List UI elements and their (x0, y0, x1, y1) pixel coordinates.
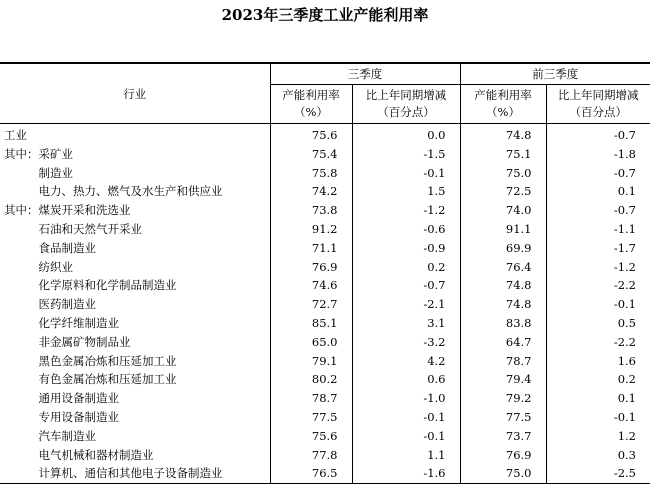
industry-name-cell: 纺织业 (4, 259, 73, 274)
table-row (0, 295, 650, 314)
ytd-change-cell: -1.8 (546, 145, 650, 164)
ytd-change-cell: 0.3 (546, 446, 650, 465)
q3-rate-cell: 76.9 (270, 258, 352, 277)
ytd-change-cell: -1.7 (546, 239, 650, 258)
ytd-change-cell: -2.2 (546, 276, 650, 295)
industry-column-header: 行业 (0, 63, 270, 124)
ytd-rate-cell: 79.4 (460, 370, 546, 389)
page-title: 2023年三季度工业产能利用率 (221, 6, 429, 24)
q3-change-cell: -1.5 (352, 145, 460, 164)
q3-rate-cell: 73.8 (270, 201, 352, 220)
ytd-rate-cell: 74.8 (460, 295, 546, 314)
ytd-rate-cell: 74.8 (460, 124, 546, 145)
ytd-change-cell: 0.2 (546, 370, 650, 389)
table-row (0, 427, 650, 446)
table-row (0, 182, 650, 201)
ytd-change-cell: 0.1 (546, 389, 650, 408)
ytd-change-cell: -0.7 (546, 164, 650, 183)
ytd-change-header (546, 85, 650, 124)
q3-change-cell: -0.1 (352, 408, 460, 427)
industry-name-cell: 化学纤维制造业 (4, 315, 119, 330)
industry-name-cell: 电力、热力、燃气及水生产和供应业 (4, 184, 223, 199)
rate-header-line1: 产能利用率 (282, 88, 340, 102)
table-row (0, 220, 650, 239)
table-header (0, 63, 650, 124)
rate-header-line1: 产能利用率 (474, 88, 532, 102)
ytd-rate-cell: 83.8 (460, 314, 546, 333)
q3-change-cell: -1.0 (352, 389, 460, 408)
q3-change-header (352, 85, 460, 124)
ytd-change-cell: -1.1 (546, 220, 650, 239)
q3-change-cell: -0.1 (352, 164, 460, 183)
q3-rate-cell: 72.7 (270, 295, 352, 314)
q3-rate-header (270, 85, 352, 124)
q3-change-cell: -0.1 (352, 427, 460, 446)
q3-rate-cell: 77.8 (270, 446, 352, 465)
industry-name-cell: 电气机械和器材制造业 (4, 447, 154, 462)
ytd-change-cell: -0.1 (546, 295, 650, 314)
q3-change-cell: -1.6 (352, 464, 460, 483)
ytd-change-cell: 1.2 (546, 427, 650, 446)
table-row (0, 314, 650, 333)
q3-change-cell: -0.6 (352, 220, 460, 239)
q3-rate-cell: 74.2 (270, 182, 352, 201)
table-row (0, 464, 650, 483)
industry-name-cell: 食品制造业 (4, 240, 96, 255)
table-row (0, 408, 650, 427)
table-row (0, 370, 650, 389)
q3-rate-cell: 75.8 (270, 164, 352, 183)
q3-change-cell: -3.2 (352, 333, 460, 352)
q3-rate-cell: 71.1 (270, 239, 352, 258)
change-header-line2: （百分点） (569, 105, 627, 119)
q3-group-header: 三季度 (270, 63, 460, 85)
change-header-line1: 比上年同期增减 (558, 88, 639, 102)
q3-rate-cell: 85.1 (270, 314, 352, 333)
ytd-rate-cell: 64.7 (460, 333, 546, 352)
q3-rate-cell: 75.6 (270, 427, 352, 446)
change-header-line2: （百分点） (377, 105, 435, 119)
industry-name-cell: 医药制造业 (4, 297, 96, 312)
ytd-group-header: 前三季度 (460, 63, 650, 85)
q3-rate-cell: 65.0 (270, 333, 352, 352)
ytd-rate-cell: 75.1 (460, 145, 546, 164)
ytd-rate-cell: 75.0 (460, 164, 546, 183)
ytd-rate-cell: 91.1 (460, 220, 546, 239)
ytd-rate-cell: 72.5 (460, 182, 546, 201)
rate-header-line2: （%） (486, 105, 520, 119)
ytd-change-cell: -0.1 (546, 408, 650, 427)
industry-name-cell: 非金属矿物制品业 (4, 334, 131, 349)
q3-change-cell: 0.0 (352, 124, 460, 145)
ytd-rate-cell: 69.9 (460, 239, 546, 258)
ytd-change-cell: 1.6 (546, 352, 650, 371)
ytd-rate-cell: 78.7 (460, 352, 546, 371)
capacity-utilization-table (0, 62, 650, 484)
ytd-rate-cell: 75.0 (460, 464, 546, 483)
q3-change-cell: 1.5 (352, 182, 460, 201)
industry-name-cell: 通用设备制造业 (4, 391, 119, 406)
ytd-rate-cell: 76.9 (460, 446, 546, 465)
q3-rate-cell: 77.5 (270, 408, 352, 427)
ytd-rate-cell: 74.0 (460, 201, 546, 220)
q3-rate-cell: 78.7 (270, 389, 352, 408)
q3-change-cell: -0.7 (352, 276, 460, 295)
industry-name-cell: 工业 (4, 128, 27, 142)
q3-rate-cell: 79.1 (270, 352, 352, 371)
ytd-rate-cell: 74.8 (460, 276, 546, 295)
ytd-change-cell: -0.7 (546, 201, 650, 220)
q3-change-cell: -1.2 (352, 201, 460, 220)
table-row (0, 239, 650, 258)
industry-name-cell: 汽车制造业 (4, 428, 96, 443)
q3-rate-cell: 91.2 (270, 220, 352, 239)
q3-rate-cell: 76.5 (270, 464, 352, 483)
q3-change-cell: -2.1 (352, 295, 460, 314)
industry-name-cell: 化学原料和化学制品制造业 (4, 278, 177, 293)
q3-rate-cell: 75.6 (270, 124, 352, 145)
industry-name-cell: 有色金属冶炼和压延加工业 (4, 372, 177, 387)
table-row (0, 258, 650, 277)
ytd-rate-cell: 76.4 (460, 258, 546, 277)
industry-name-cell: 专用设备制造业 (4, 409, 119, 424)
table-row (0, 124, 650, 145)
table-row (0, 276, 650, 295)
table-row (0, 446, 650, 465)
ytd-change-cell: -2.2 (546, 333, 650, 352)
q3-rate-cell: 80.2 (270, 370, 352, 389)
table-body (0, 124, 650, 484)
ytd-change-cell: 0.1 (546, 182, 650, 201)
industry-name-cell: 其中：采矿业 (4, 146, 73, 161)
table-row (0, 352, 650, 371)
ytd-rate-header (460, 85, 546, 124)
ytd-change-cell: -1.2 (546, 258, 650, 277)
ytd-rate-cell: 77.5 (460, 408, 546, 427)
q3-change-cell: 3.1 (352, 314, 460, 333)
industry-name-cell: 计算机、通信和其他电子设备制造业 (4, 466, 223, 481)
ytd-rate-cell: 73.7 (460, 427, 546, 446)
industry-name-cell: 其中：煤炭开采和洗选业 (4, 203, 131, 218)
ytd-change-cell: -2.5 (546, 464, 650, 483)
table-row (0, 145, 650, 164)
q3-change-cell: 1.1 (352, 446, 460, 465)
industry-name-cell: 制造业 (4, 165, 73, 180)
q3-rate-cell: 74.6 (270, 276, 352, 295)
ytd-change-cell: -0.7 (546, 124, 650, 145)
ytd-rate-cell: 79.2 (460, 389, 546, 408)
q3-change-cell: 0.2 (352, 258, 460, 277)
industry-name-cell: 石油和天然气开采业 (4, 221, 142, 236)
industry-name-cell: 黑色金属冶炼和压延加工业 (4, 353, 177, 368)
table-row (0, 164, 650, 183)
table-row (0, 201, 650, 220)
rate-header-line2: （%） (294, 105, 328, 119)
q3-rate-cell: 75.4 (270, 145, 352, 164)
change-header-line1: 比上年同期增减 (365, 88, 447, 102)
q3-change-cell: -0.9 (352, 239, 460, 258)
table-row (0, 389, 650, 408)
q3-change-cell: 0.6 (352, 370, 460, 389)
q3-change-cell: 4.2 (352, 352, 460, 371)
ytd-change-cell: 0.5 (546, 314, 650, 333)
table-row (0, 333, 650, 352)
